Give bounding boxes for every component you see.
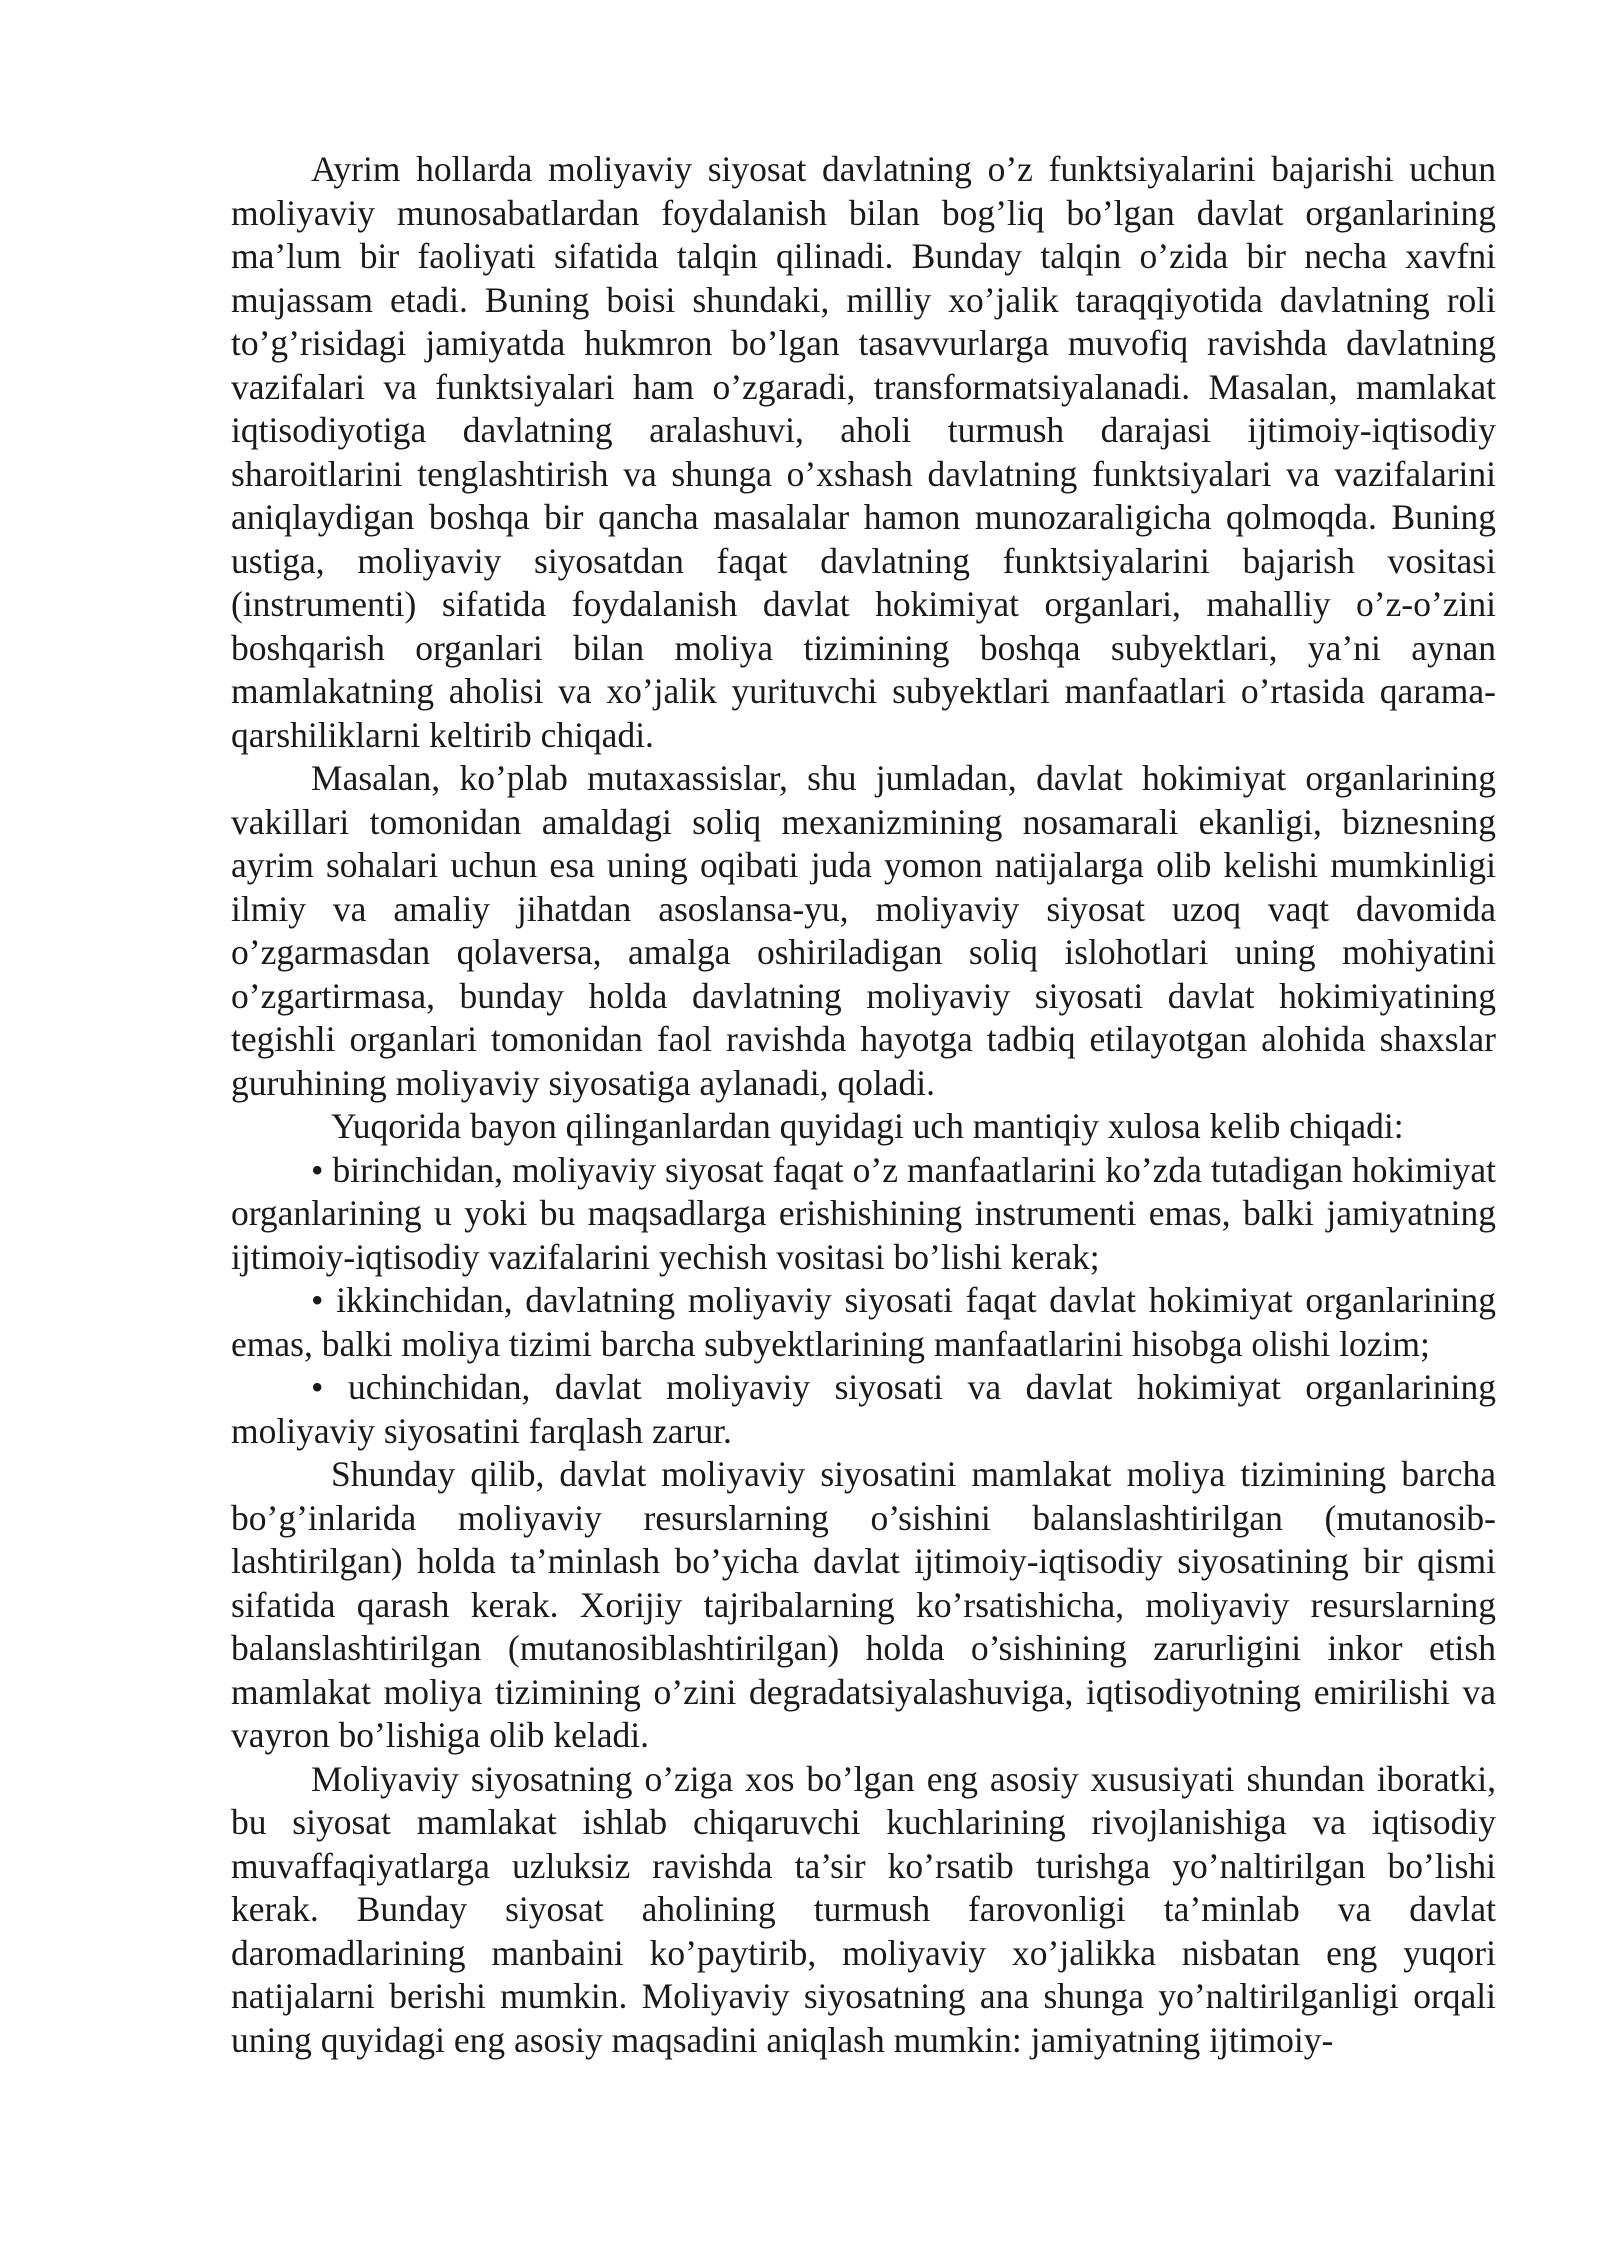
paragraph-conclusions-intro: Yuqorida bayon qilinganlardan quyidagi uch mantiqiy xulosa kelib chiqadi: bbox=[331, 1106, 1404, 1146]
list-item-first-conclusion: • birinchidan, moliyaviy siyosat faqat o’z manfaatlarini ko’zda tutadigan hokimiyat organlarining u yoki bu maqsadlarga erishishining instrumenti emas, balki jamiyatning ijtimoiy-iqtisodiy vazifalarini yechish vositasi bo’lishi kerak; bbox=[231, 1149, 1496, 1277]
paragraph-state-policy-definition: Shunday qilib, davlat moliyaviy siyosatini mamlakat moliya tizimining barcha bo’g’inlarida moliyaviy resurslarning o’sishini balanslashtirilgan (mutanosib-lashtirilgan) holda ta’minlash bo’yicha davlat ijtimoiy-iqtisodiy siyosatining bir qismi sifatida qarash kerak. Xorijiy tajribalarning ko’rsatishicha, moliyaviy resurslarning balanslashtirilgan (mutanosiblashtirilgan) holda o’sishining zarurligini inkor etish mamlakat moliya tizimining o’zini degradatsiyalashuviga, iqtisodiyotning emirilishi va vayron bo’lishiga olib keladi. bbox=[231, 1454, 1496, 1755]
paragraph-tax-mechanism-example: Masalan, ko’plab mutaxassislar, shu jumladan, davlat hokimiyat organlarining vakillari tomonidan amaldagi soliq mexanizmining nosamarali ekanligi, biznesning ayrim sohalari uchun esa uning oqibati juda yomon natijalarga olib kelishi mumkinligi ilmiy va amaliy jihatdan asoslansa-yu, moliyaviy siyosat uzoq vaqt davomida o’zgarmasdan qolaversa, amalga oshiriladigan soliq islohotlari uning mohiyatini o’zgartirmasa, bunday holda davlatning moliyaviy siyosati davlat hokimiyatining tegishli organlari tomonidan faol ravishda hayotga tadbiq etilayotgan alohida shaxslar guruhining moliyaviy siyosatiga aylanadi, qoladi. bbox=[231, 758, 1496, 1103]
list-item-third-conclusion: • uchinchidan, davlat moliyaviy siyosati va davlat hokimiyat organlarining moliyaviy siyosatini farqlash zarur. bbox=[231, 1367, 1496, 1451]
paragraph-main-feature: Moliyaviy siyosatning o’ziga xos bo’lgan eng asosiy xususiyati shundan iboratki, bu siyosat mamlakat ishlab chiqaruvchi kuchlarining rivojlanishiga va iqtisodiy muvaffaqiyatlarga uzluksiz ravishda ta’sir ko’rsatib turishga yo’naltirilgan bo’lishi kerak. Bunday siyosat aholining turmush farovonligi ta’minlab va davlat daromadlarining manbaini ko’paytirib, moliyaviy xo’jalikka nisbatan eng yuqori natijalarni berishi mumkin. Moliyaviy siyosatning ana shunga yo’naltirilganligi orqali uning quyidagi eng asosiy maqsadini aniqlash mumkin: jamiyatning ijtimoiy- bbox=[231, 1758, 1496, 2060]
paragraph-policy-interpretation: Ayrim hollarda moliyaviy siyosat davlatning o’z funktsiyalarini bajarishi uchun moliyaviy munosabatlardan foydalanish bilan bog’liq bo’lgan davlat organlarining ma’lum bir faoliyati sifatida talqin qilinadi. Bunday talqin o’zida bir necha xavfni mujassam etadi. Buning boisi shundaki, milliy xo’jalik taraqqiyotida davlatning roli to’g’risidagi jamiyatda hukmron bo’lgan tasavvurlarga muvofiq ravishda davlatning vazifalari va funktsiyalari ham o’zgaradi, transformatsiyalanadi. Masalan, mamlakat iqtisodiyotiga davlatning aralashuvi, aholi turmush darajasi ijtimoiy-iqtisodiy sharoitlarini tenglashtirish va shunga o’xshash davlatning funktsiyalari va vazifalarini aniqlaydigan boshqa bir qancha masalalar hamon munozaraligicha qolmoqda. Buning ustiga, moliyaviy siyosatdan faqat davlatning funktsiyalarini bajarish vositasi (instrumenti) sifatida foydalanish davlat hokimiyat organlari, mahalliy o’z-o’zini boshqarish organlari bilan moliya tizimining boshqa subyektlari, ya’ni aynan mamlakatning aholisi va xo’jalik yurituvchi subyektlari manfaatlari o’rtasida qarama-qarshiliklarni keltirib chiqadi. bbox=[231, 149, 1496, 755]
document-page bbox=[231, 148, 1496, 2062]
list-item-second-conclusion: • ikkinchidan, davlatning moliyaviy siyosati faqat davlat hokimiyat organlarining emas, balki moliya tizimi barcha subyektlarining manfaatlarini hisobga olishi lozim; bbox=[231, 1280, 1496, 1364]
